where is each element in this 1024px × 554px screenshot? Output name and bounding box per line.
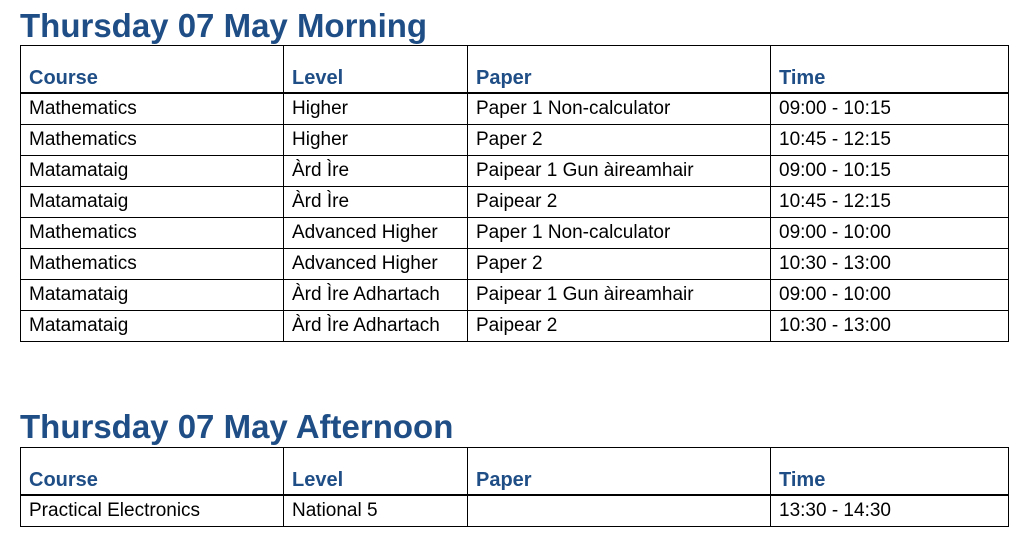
cell-course: Matamataig xyxy=(21,311,284,342)
timetable-morning xyxy=(20,45,1009,342)
cell-paper: Paper 2 xyxy=(468,249,771,280)
column-header-course: Course xyxy=(21,46,284,94)
cell-level: Advanced Higher xyxy=(284,249,468,280)
cell-time: 09:00 - 10:15 xyxy=(771,93,1009,125)
column-header-paper: Paper xyxy=(468,448,771,496)
table-row xyxy=(21,249,1009,280)
cell-time: 10:45 - 12:15 xyxy=(771,125,1009,156)
cell-level: Àrd Ìre xyxy=(284,187,468,218)
cell-level: Àrd Ìre xyxy=(284,156,468,187)
section-title-afternoon: Thursday 07 May Afternoon xyxy=(20,408,454,445)
column-header-time: Time xyxy=(771,46,1009,94)
column-header-level: Level xyxy=(284,448,468,496)
cell-level: Advanced Higher xyxy=(284,218,468,249)
cell-time: 09:00 - 10:00 xyxy=(771,218,1009,249)
cell-paper: Paipear 2 xyxy=(468,187,771,218)
cell-course: Matamataig xyxy=(21,187,284,218)
column-header-time: Time xyxy=(771,448,1009,496)
table-row xyxy=(21,125,1009,156)
cell-time: 13:30 - 14:30 xyxy=(771,495,1009,527)
timetable-afternoon xyxy=(20,447,1009,527)
cell-course: Practical Electronics xyxy=(21,495,284,527)
table-row xyxy=(21,311,1009,342)
cell-time: 10:45 - 12:15 xyxy=(771,187,1009,218)
cell-paper: Paipear 2 xyxy=(468,311,771,342)
cell-level: Àrd Ìre Adhartach xyxy=(284,280,468,311)
column-header-course: Course xyxy=(21,448,284,496)
cell-paper xyxy=(468,495,771,527)
section-title-morning: Thursday 07 May Morning xyxy=(20,7,428,44)
table-row xyxy=(21,187,1009,218)
cell-time: 10:30 - 13:00 xyxy=(771,311,1009,342)
cell-time: 09:00 - 10:00 xyxy=(771,280,1009,311)
cell-time: 09:00 - 10:15 xyxy=(771,156,1009,187)
cell-course: Matamataig xyxy=(21,280,284,311)
table-row xyxy=(21,218,1009,249)
column-header-paper: Paper xyxy=(468,46,771,94)
table-row xyxy=(21,495,1009,527)
cell-level: Higher xyxy=(284,125,468,156)
table-header-row xyxy=(21,46,1009,94)
cell-paper: Paipear 1 Gun àireamhair xyxy=(468,280,771,311)
cell-course: Matamataig xyxy=(21,156,284,187)
cell-paper: Paper 1 Non-calculator xyxy=(468,218,771,249)
table-row xyxy=(21,156,1009,187)
cell-course: Mathematics xyxy=(21,249,284,280)
cell-paper: Paipear 1 Gun àireamhair xyxy=(468,156,771,187)
column-header-level: Level xyxy=(284,46,468,94)
cell-course: Mathematics xyxy=(21,218,284,249)
table-row xyxy=(21,93,1009,125)
cell-time: 10:30 - 13:00 xyxy=(771,249,1009,280)
cell-level: Higher xyxy=(284,93,468,125)
table-header-row xyxy=(21,448,1009,496)
cell-course: Mathematics xyxy=(21,125,284,156)
cell-level: Àrd Ìre Adhartach xyxy=(284,311,468,342)
table-row xyxy=(21,280,1009,311)
cell-course: Mathematics xyxy=(21,93,284,125)
cell-paper: Paper 2 xyxy=(468,125,771,156)
cell-level: National 5 xyxy=(284,495,468,527)
cell-paper: Paper 1 Non-calculator xyxy=(468,93,771,125)
